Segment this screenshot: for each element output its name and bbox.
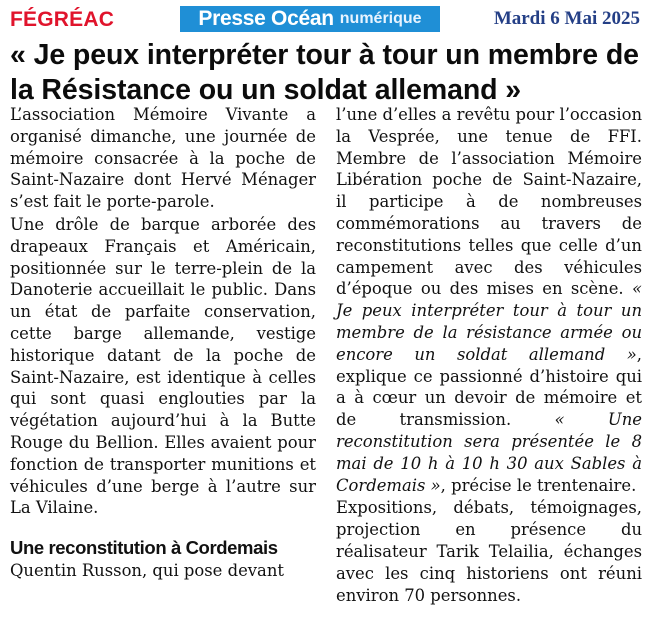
quote-resistance: « Je peux interpréter tour à tour un membre de la résistance armée ou encore un soldat allemand » <box>336 279 642 364</box>
publication-date: Mardi 6 Mai 2025 <box>493 8 640 29</box>
article-headline: « Je peux interpréter tour à tour un membre de la Résistance ou un soldat allemand » <box>10 39 639 106</box>
article-column-right <box>336 104 642 606</box>
brand-subtitle: numérique <box>339 10 422 27</box>
paragraph-quentin-start: Quentin Russon, qui pose devant <box>10 561 284 581</box>
paragraph-text-part2: , explique ce passionné d’histoire qui a à cœur un devoir de mémoire et de transmission. <box>336 344 642 430</box>
paragraph-text-part3: , précise le trentenaire. <box>440 475 637 495</box>
masthead <box>0 4 650 34</box>
article-column-left <box>10 104 316 582</box>
paragraph-barge: Une drôle de barque arborée des drapeaux Français et Américain, positionnée sur le terre-plein de la Danoterie accueillait le public. Dans un état de parfaite conservation, cette barge allemande, vestige historique datant de la poche de Saint-Nazaire, est identique à celles qui sont quasi englouties par la végétation aujourd’hui à la Butte Rouge du Bellion. Elles avaient pour fonction de transporter munitions et véhicules d’une berge à l’autre sur La Vilaine. <box>10 214 316 518</box>
paragraph-quentin-continued <box>336 104 642 496</box>
newspaper-logo <box>180 6 440 32</box>
article-subheading: Une reconstitution à Cordemais <box>10 537 278 559</box>
brand-name: Presse Océan <box>198 7 334 30</box>
article-body <box>10 104 642 620</box>
paragraph-text-part1: l’une d’elles a revêtu pour l’occasion la Vesprée, une tenue de FFI. Membre de l’association Mémoire Libération poche de Saint-Nazaire, il participe à de nombreuses commémorations au travers de reconstitutions telles que celle d’un campement avec des véhicules d’époque ou des mises en scène. <box>336 105 643 299</box>
paragraph-events: Expositions, débats, témoignages, projection en présence du réalisateur Tarik Telailia, échanges avec les cinq historiens ont réuni environ 70 personnes. <box>336 498 642 605</box>
quote-reconstitution: « Une reconstitution sera présentée le 8 mai de 10 h à 10 h 30 aux Sables à Cordemais » <box>336 410 642 495</box>
paragraph-intro: L’association Mémoire Vivante a organisé dimanche, une journée de mémoire consacrée à la poche de Saint-Nazaire dont Hervé Ménager s’est fait le porte-parole. <box>10 105 316 212</box>
location-label: FÉGRÉAC <box>10 8 115 31</box>
